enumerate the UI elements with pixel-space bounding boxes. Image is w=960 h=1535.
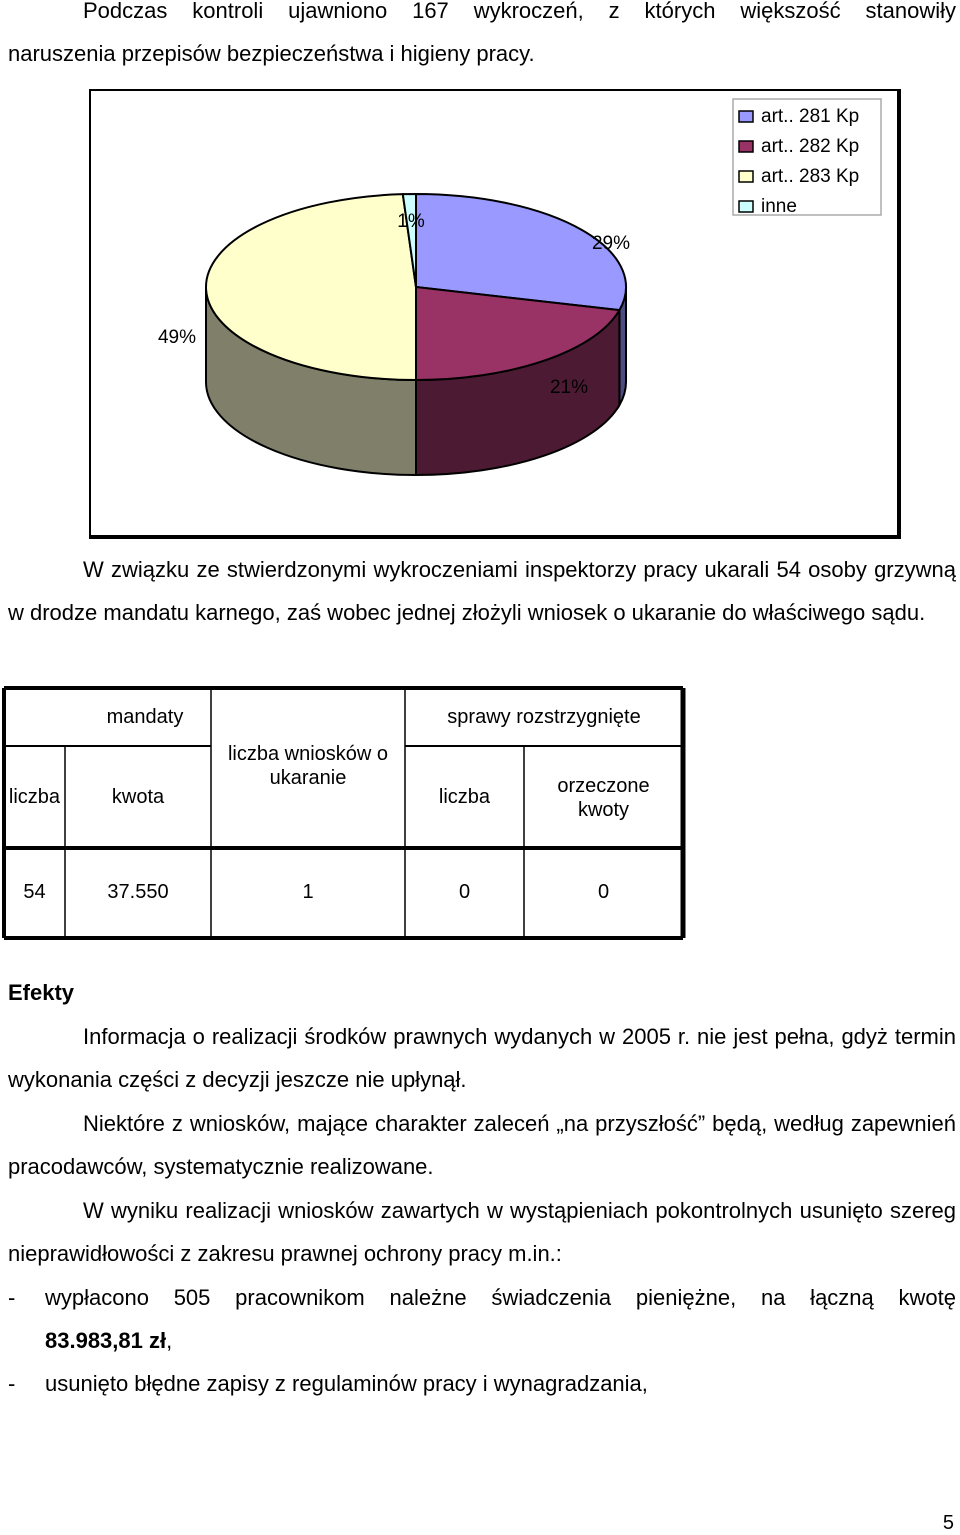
header-orzeczone-line2: kwoty [577, 799, 630, 821]
intro-line-2: naruszenia przepisów bezpieczeństwa i higieny pracy. [8, 41, 535, 66]
chart-legend [733, 99, 881, 217]
header-liczba-wnioskow [211, 742, 405, 790]
fines-paragraph: W związku ze stwierdzonymi wykroczeniami inspektorzy pracy ukarali 54 osoby grzywną w drodze mandatu karnego, zaś wobec jednej złożyli wniosek o ukaranie do właściwego sądu. [8, 557, 956, 625]
header-mandaty: mandaty [106, 706, 184, 728]
bullet-item-1-amount: 83.983,81 zł [45, 1328, 167, 1353]
bullet-dash: - [8, 1285, 16, 1310]
bullet-item-1-tail: , [166, 1328, 173, 1353]
effects-paragraph-1: Informacja o realizacji środków prawnych wydanych w 2005 r. nie jest pełna, gdyż termin wykonania części z decyzji jeszcze nie upłynął. [8, 1024, 956, 1092]
legend-swatch-0 [739, 111, 753, 122]
effects-paragraph-2: Niektóre z wniosków, mające charakter zaleceń „na przyszłość” będą, według zapewnień pracodawców, systematycznie realizowane. [8, 1111, 956, 1179]
header-liczba-wnioskow-line2: ukaranie [269, 767, 347, 789]
bullet-dash: - [8, 1371, 16, 1396]
pie-chart [91, 91, 897, 535]
header-liczba-mandaty: liczba [8, 786, 61, 808]
cell-kwota: 37.550 [107, 881, 169, 903]
legend-swatch-3 [739, 201, 753, 212]
bullet-item-1-text: wypłacono 505 pracownikom należne świadczenia pieniężne, na łączną kwotę [45, 1285, 956, 1310]
header-orzeczone-line1: orzeczone [557, 775, 650, 797]
bullet-item-2-text: usunięto błędne zapisy z regulaminów pracy i wynagradzania, [45, 1371, 648, 1396]
header-orzeczone-kwoty [524, 774, 683, 822]
legend-label-2: art.. 283 Kp [761, 166, 860, 187]
intro-paragraph [8, 0, 956, 75]
pie-label-1: 21% [549, 377, 589, 398]
pie-label-2: 49% [157, 327, 197, 348]
legend-swatch-2 [739, 171, 753, 182]
pie-label-0: 29% [591, 233, 631, 254]
cell-orzeczone-kwoty: 0 [597, 881, 610, 903]
header-liczba-wnioskow-line1: liczba wniosków o [227, 743, 389, 765]
legend-label-1: art.. 282 Kp [761, 136, 860, 157]
legend-label-3: inne [761, 196, 797, 217]
page-number: 5 [942, 1512, 954, 1534]
legend-label-0: art.. 281 Kp [761, 106, 860, 127]
legend-swatch-1 [739, 141, 753, 152]
section-heading-efekty: Efekty [8, 980, 75, 1005]
bullet-item-2 [8, 1362, 956, 1405]
header-kwota: kwota [111, 786, 165, 808]
pie-chart-frame [89, 89, 901, 539]
header-liczba-sprawy: liczba [438, 786, 491, 808]
bullet-item-1 [8, 1276, 956, 1362]
pie-label-3: 1% [397, 211, 425, 232]
cell-wnioski: 1 [302, 881, 314, 903]
bullet-item-1-amount-line [45, 1319, 172, 1362]
intro-line-1: Podczas kontroli ujawniono 167 wykroczeń, z których większość stanowiły [83, 0, 956, 23]
effects-paragraph-3: W wyniku realizacji wniosków zawartych w wystąpieniach pokontrolnych usunięto szereg nieprawidłowości z zakresu prawnej ochrony pracy m.in.: [8, 1198, 956, 1266]
cell-liczba-rozstrzygniete: 0 [458, 881, 471, 903]
header-sprawy-rozstrzygniete: sprawy rozstrzygnięte [447, 706, 641, 728]
cell-liczba: 54 [23, 881, 46, 903]
